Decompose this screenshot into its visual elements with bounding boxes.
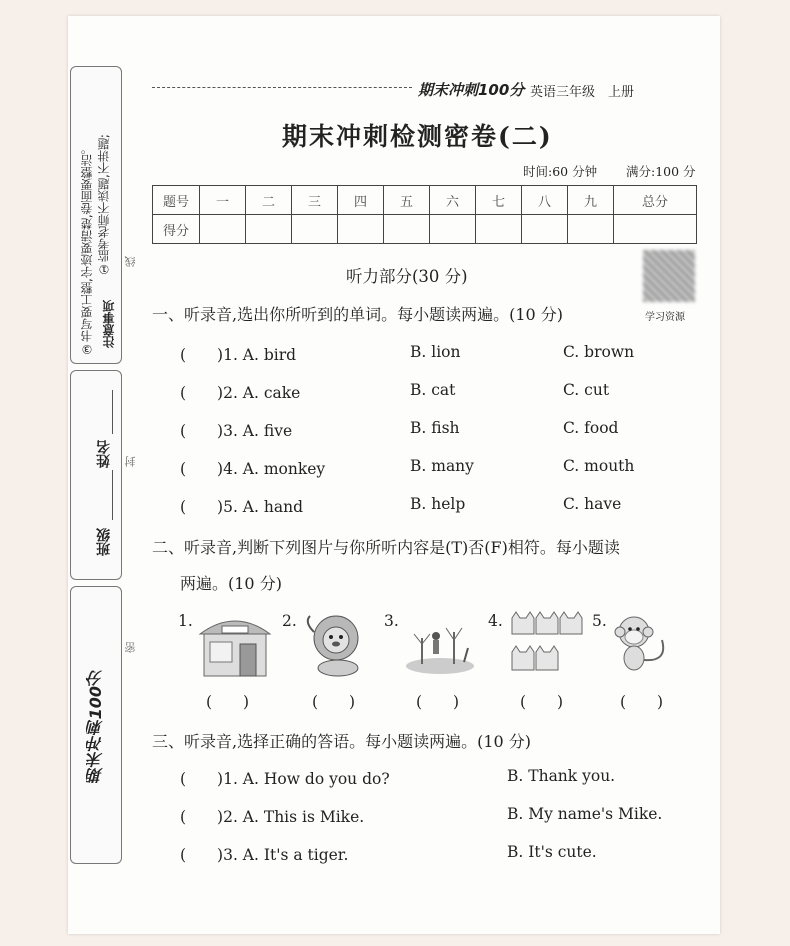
table-cell: 得分: [153, 215, 200, 244]
exam-paper: [68, 16, 720, 934]
table-cell: 三: [292, 186, 338, 215]
q1-item-3-option-c: C. food: [563, 419, 619, 437]
table-cell: 八: [522, 186, 568, 215]
q1-item-4-option-c: C. mouth: [563, 457, 635, 475]
section2-title-line2: 两遍。(10 分): [180, 574, 282, 593]
score-input-cell[interactable]: [568, 215, 614, 244]
q1-item-3-option-b: B. fish: [410, 419, 460, 437]
q1-item-4-stem: ( )4. A. monkey: [180, 460, 326, 478]
header-subtitle: 英语三年级 上册: [530, 85, 635, 100]
score-input-cell[interactable]: [246, 215, 292, 244]
table-cell: 九: [568, 186, 614, 215]
q1-item-3-stem: ( )3. A. five: [180, 422, 293, 440]
section2-title-line1: 二、听录音,判断下列图片与你所听内容是(T)否(F)相符。每小题读: [152, 538, 620, 557]
picture-1-number: 1.: [178, 612, 193, 630]
exam-full-score: 满分:100 分: [626, 164, 696, 179]
table-cell: 四: [338, 186, 384, 215]
picture-3-number: 3.: [384, 612, 399, 630]
name-underline: [112, 390, 113, 434]
mi-marker: 密: [124, 642, 137, 653]
notice-line1: ①监考老师不读题,不讲题;: [97, 134, 111, 276]
picture-3-answer-blank[interactable]: ( ): [416, 693, 460, 711]
picture-2-number: 2.: [282, 612, 297, 630]
q3-item-3-stem: ( )3. A. It's a tiger.: [180, 846, 349, 864]
shop-icon: [198, 612, 272, 678]
q1-item-1-stem: ( )1. A. bird: [180, 346, 297, 364]
q3-item-1-option-b: B. Thank you.: [507, 767, 616, 785]
table-cell: 题号: [153, 186, 200, 215]
score-input-cell[interactable]: [476, 215, 522, 244]
lion-icon: [302, 612, 368, 678]
section1-title: 一、听录音,选出你所听到的单词。每小题读两遍。(10 分): [152, 305, 564, 324]
score-input-cell[interactable]: [292, 215, 338, 244]
q3-item-2-stem: ( )2. A. This is Mike.: [180, 808, 365, 826]
picture-4-answer-blank[interactable]: ( ): [520, 693, 564, 711]
name-label: 姓名: [96, 440, 112, 468]
q1-item-1-option-c: C. brown: [563, 343, 635, 361]
score-input-cell[interactable]: [384, 215, 430, 244]
q3-item-1-stem: ( )1. A. How do you do?: [180, 770, 390, 788]
score-table-score-row: [153, 215, 697, 244]
listening-heading: 听力部分(30 分): [346, 267, 468, 286]
header-brand: 期末冲刺100分: [418, 81, 525, 99]
exam-time: 时间:60 分钟: [523, 164, 598, 179]
score-input-cell[interactable]: [614, 215, 697, 244]
notice-line2: ③书写要工整,字迹要清楚,卷面要整洁。: [80, 142, 94, 356]
section3-title: 三、听录音,选择正确的答语。每小题读两遍。(10 分): [152, 732, 532, 751]
picture-1-answer-blank[interactable]: ( ): [206, 693, 250, 711]
q1-item-4-option-b: B. many: [410, 457, 474, 475]
qr-code-icon[interactable]: [643, 250, 695, 302]
q1-item-1-option-b: B. lion: [410, 343, 461, 361]
picture-5-answer-blank[interactable]: ( ): [620, 693, 664, 711]
seal-marker: 封: [124, 456, 137, 467]
qr-label: 学习资源: [645, 312, 685, 323]
picture-2-answer-blank[interactable]: ( ): [312, 693, 356, 711]
name-underline-2: [112, 470, 113, 520]
monkey-icon: [612, 612, 676, 678]
line-marker: 线: [124, 256, 137, 267]
q1-item-2-stem: ( )2. A. cake: [180, 384, 301, 402]
score-input-cell[interactable]: [522, 215, 568, 244]
q3-item-3-option-b: B. It's cute.: [507, 843, 597, 861]
score-input-cell[interactable]: [338, 215, 384, 244]
page-title: 期末冲刺检测密卷(二): [282, 122, 553, 151]
side-brand: 期末冲刺100分: [86, 670, 105, 784]
class-label: 班级: [96, 528, 112, 556]
header-dash-line: [152, 87, 412, 88]
score-input-cell[interactable]: [200, 215, 246, 244]
score-table: [152, 185, 697, 244]
q3-item-2-option-b: B. My name's Mike.: [507, 805, 663, 823]
table-cell: 六: [430, 186, 476, 215]
table-cell: 一: [200, 186, 246, 215]
score-input-cell[interactable]: [430, 215, 476, 244]
q1-item-5-option-b: B. help: [410, 495, 466, 513]
table-cell: 总分: [614, 186, 697, 215]
q1-item-5-stem: ( )5. A. hand: [180, 498, 303, 516]
score-table-header-row: [153, 186, 697, 215]
table-cell: 二: [246, 186, 292, 215]
cats-icon: [508, 610, 584, 676]
q1-item-2-option-c: C. cut: [563, 381, 610, 399]
table-cell: 五: [384, 186, 430, 215]
table-cell: 七: [476, 186, 522, 215]
q1-item-5-option-c: C. have: [563, 495, 622, 513]
picture-5-number: 5.: [592, 612, 607, 630]
picture-4-number: 4.: [488, 612, 503, 630]
notice-heading: 注意事项: [102, 300, 116, 348]
q1-item-2-option-b: B. cat: [410, 381, 456, 399]
planting-trees-icon: [404, 618, 476, 676]
